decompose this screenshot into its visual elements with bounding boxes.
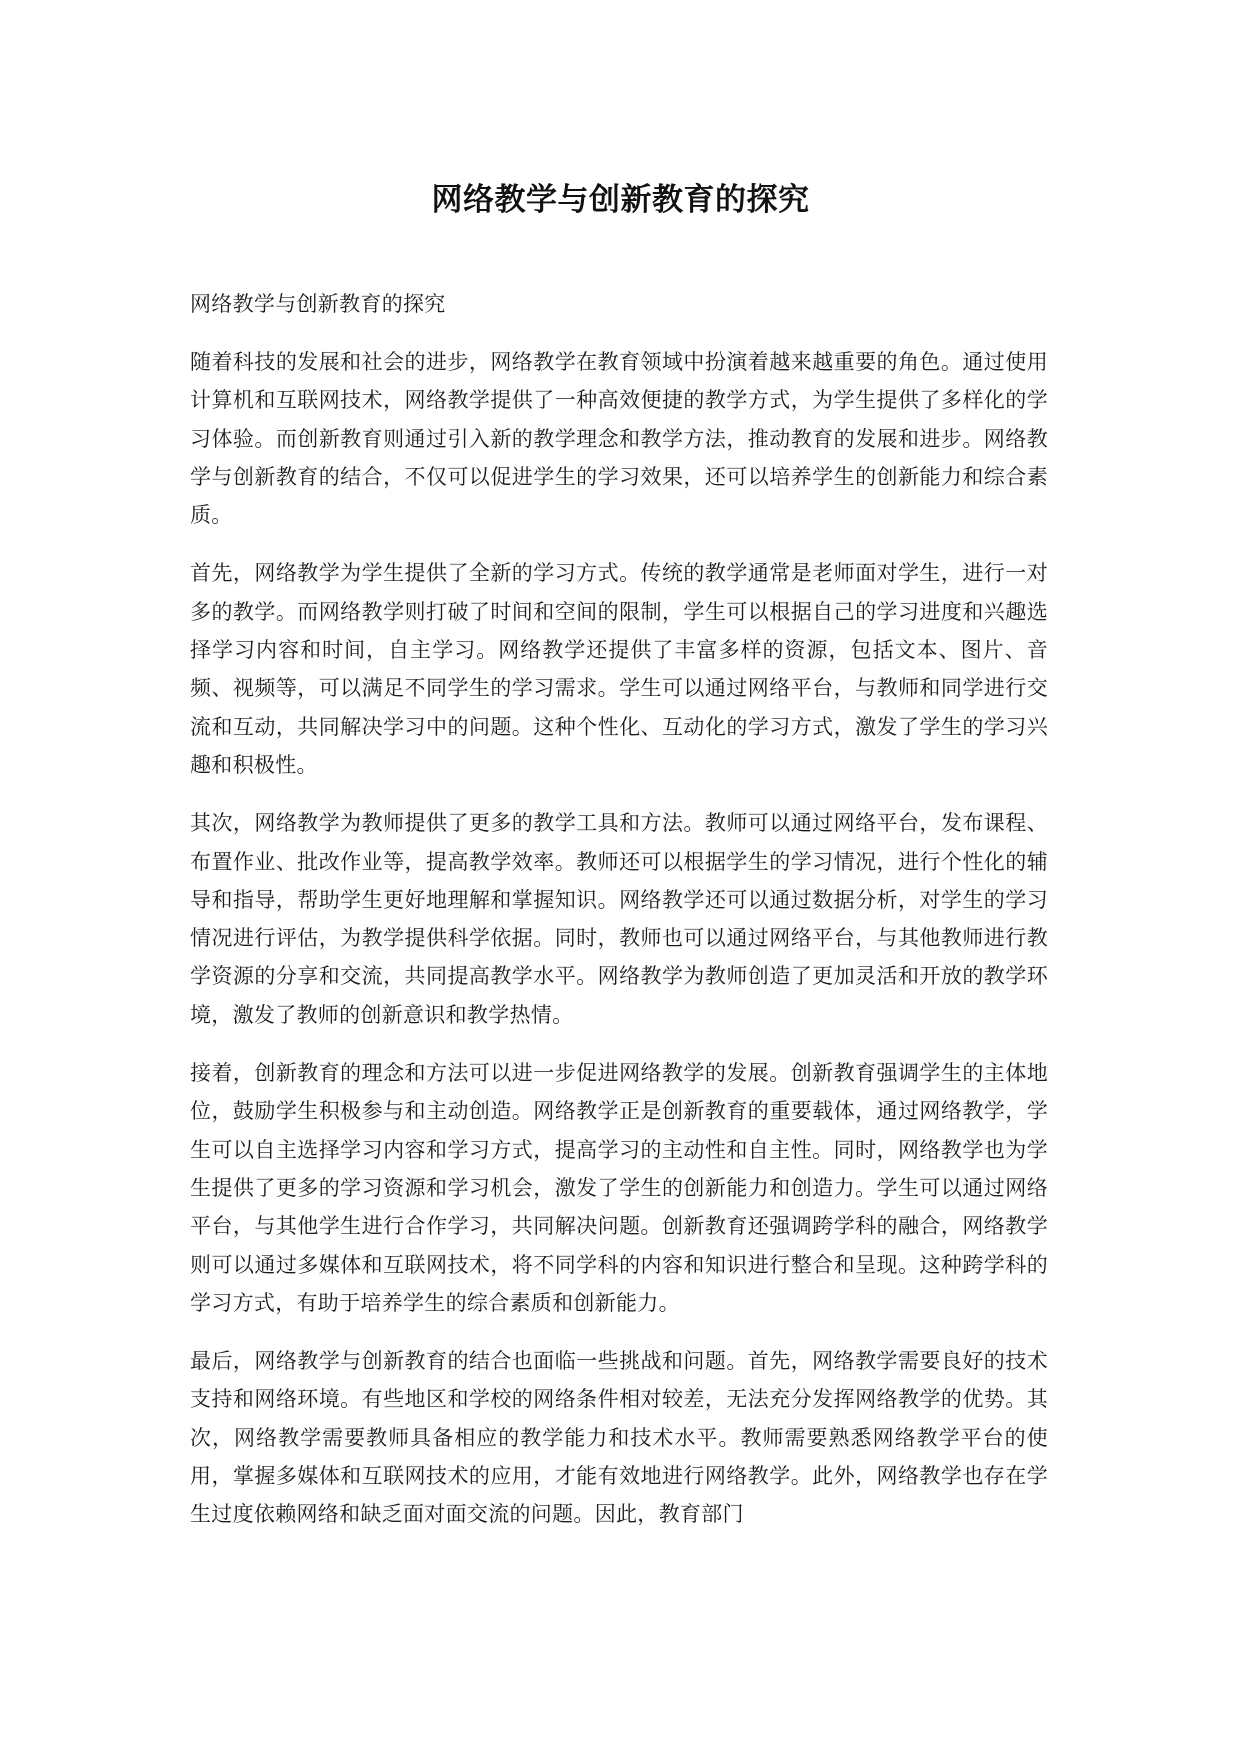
paragraph-1: 随着科技的发展和社会的进步，网络教学在教育领域中扮演着越来越重要的角色。通过使用计算机和互联网技术，网络教学提供了一种高效便捷的教学方式，为学生提供了多样化的学习体验。而创新教育则通过引入新的教学理念和教学方法，推动教育的发展和进步。网络教学与创新教育的结合，不仅可以促进学生的学习效果，还可以培养学生的创新能力和综合素质。 [190,350,1048,528]
document-body [190,285,1048,1554]
paragraph-4: 接着，创新教育的理念和方法可以进一步促进网络教学的发展。创新教育强调学生的主体地位，鼓励学生积极参与和主动创造。网络教学正是创新教育的重要载体，通过网络教学，学生可以自主选择学习内容和学习方式，提高学习的主动性和自主性。同时，网络教学也为学生提供了更多的学习资源和学习机会，激发了学生的创新能力和创造力。学生可以通过网络平台，与其他学生进行合作学习，共同解决问题。创新教育还强调跨学科的融合，网络教学则可以通过多媒体和互联网技术，将不同学科的内容和知识进行整合和呈现。这种跨学科的学习方式，有助于培养学生的综合素质和创新能力。 [190,1061,1048,1315]
paragraph-5: 最后，网络教学与创新教育的结合也面临一些挑战和问题。首先，网络教学需要良好的技术支持和网络环境。有些地区和学校的网络条件相对较差，无法充分发挥网络教学的优势。其次，网络教学需要教师具备相应的教学能力和技术水平。教师需要熟悉网络教学平台的使用，掌握多媒体和互联网技术的应用，才能有效地进行网络教学。此外，网络教学也存在学生过度依赖网络和缺乏面对面交流的问题。因此，教育部门 [190,1349,1048,1527]
paragraph-2: 首先，网络教学为学生提供了全新的学习方式。传统的教学通常是老师面对学生，进行一对多的教学。而网络教学则打破了时间和空间的限制，学生可以根据自己的学习进度和兴趣选择学习内容和时间，自主学习。网络教学还提供了丰富多样的资源，包括文本、图片、音频、视频等，可以满足不同学生的学习需求。学生可以通过网络平台，与教师和同学进行交流和互动，共同解决学习中的问题。这种个性化、互动化的学习方式，激发了学生的学习兴趣和积极性。 [190,561,1048,777]
paragraph-3: 其次，网络教学为教师提供了更多的教学工具和方法。教师可以通过网络平台，发布课程、布置作业、批改作业等，提高教学效率。教师还可以根据学生的学习情况，进行个性化的辅导和指导，帮助学生更好地理解和掌握知识。网络教学还可以通过数据分析，对学生的学习情况进行评估，为教学提供科学依据。同时，教师也可以通过网络平台，与其他教师进行教学资源的分享和交流，共同提高教学水平。网络教学为教师创造了更加灵活和开放的教学环境，激发了教师的创新意识和教学热情。 [190,811,1048,1027]
document-title: 网络教学与创新教育的探究 [431,182,810,218]
document-subtitle: 网络教学与创新教育的探究 [190,292,446,316]
